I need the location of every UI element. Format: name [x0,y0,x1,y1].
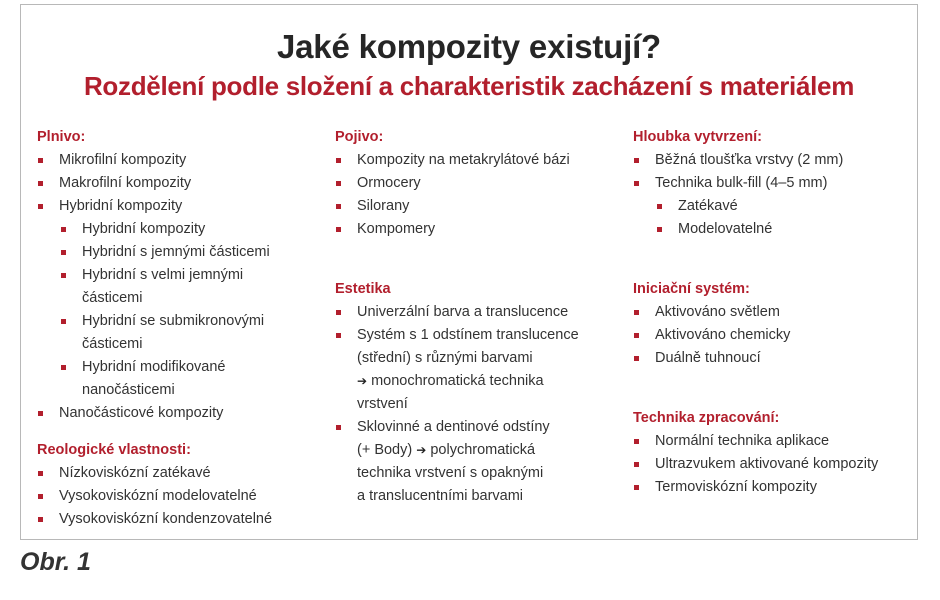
bullet-list [633,301,913,370]
list-item-text: vrstvení [357,396,408,412]
list-item [335,172,625,195]
list-item-text: Mikrofilní kompozity [59,152,187,168]
list-item-text: Univerzální barva a translucence [357,304,569,320]
square-bullet-icon [38,471,43,476]
list-item-text: Termoviskózní kompozity [655,479,817,495]
square-bullet-icon [336,310,341,315]
bullet-list [335,149,625,241]
list-item-text: Kompozity na metakrylátové bázi [357,152,570,168]
list-item-text: Nízkoviskózní zatékavé [59,465,211,481]
square-bullet-icon [38,517,43,522]
square-bullet-icon [336,181,341,186]
list-item-text: Modelovatelné [678,221,773,237]
list-item-text: monochromatická technika [371,373,544,389]
sub-list-item [37,310,327,356]
square-bullet-icon [634,462,639,467]
square-bullet-icon [634,356,639,361]
square-bullet-icon [38,411,43,416]
square-bullet-icon [61,273,66,278]
square-bullet-icon [38,204,43,209]
sub-list-item [37,356,327,402]
list-item-text: Hybridní s velmi jemnými [82,267,244,283]
section-heading: Iniciační systém: [633,281,750,297]
square-bullet-icon [634,439,639,444]
list-item-text: Duálně tuhnoucí [655,350,761,366]
section-iniciacni [633,278,913,370]
list-item-text: Zatékavé [678,198,738,214]
square-bullet-icon [634,181,639,186]
section-heading: Estetika [335,281,391,297]
list-item [37,485,327,508]
list-item-text: technika vrstvení s opaknými [357,465,544,481]
square-bullet-icon [657,204,662,209]
list-item-text: Hybridní modifikované [82,359,226,375]
list-item-text: Silorany [357,198,410,214]
section-hloubka [633,126,913,241]
column-left [37,126,327,531]
square-bullet-icon [38,158,43,163]
section-heading: Pojivo: [335,129,384,145]
list-item [37,462,327,485]
sub-list-item [37,241,327,264]
sub-list-item [37,218,327,241]
list-item [335,324,625,416]
list-item-text: Makrofilní kompozity [59,175,192,191]
list-item-text: Běžná tloušťka vrstvy (2 mm) [655,152,844,168]
list-item-text: Hybridní s jemnými částicemi [82,244,270,260]
list-item [37,195,327,218]
square-bullet-icon [336,425,341,430]
list-item [633,347,913,370]
list-item-text: polychromatická [430,442,536,458]
list-item [633,324,913,347]
section-plnivo [37,126,327,425]
list-item-text: Vysokoviskózní kondenzovatelné [59,511,273,527]
list-item [633,453,913,476]
section-estetika [335,278,625,508]
list-item [633,476,913,499]
list-item [37,508,327,531]
square-bullet-icon [634,333,639,338]
column-right [633,126,913,499]
square-bullet-icon [634,485,639,490]
list-item-text: Hybridní kompozity [59,198,183,214]
list-item-text: Aktivováno světlem [655,304,780,320]
square-bullet-icon [336,227,341,232]
list-item-text: Hybridní kompozity [82,221,206,237]
list-item-text: Technika bulk-fill (4–5 mm) [655,175,828,191]
list-item-text: Aktivováno chemicky [655,327,791,343]
list-item [37,149,327,172]
list-item [633,172,913,195]
list-item-text: Hybridní se submikronovými [82,313,265,329]
column-middle [335,126,625,508]
list-item-text: Ormocery [357,175,421,191]
list-item [633,430,913,453]
square-bullet-icon [38,494,43,499]
figure-caption: Obr. 1 [20,548,91,576]
list-item [335,149,625,172]
square-bullet-icon [61,365,66,370]
section-heading: Reologické vlastnosti: [37,442,191,458]
square-bullet-icon [336,158,341,163]
square-bullet-icon [657,227,662,232]
section-heading: Technika zpracování: [633,410,780,426]
square-bullet-icon [336,204,341,209]
list-item [37,172,327,195]
square-bullet-icon [61,250,66,255]
list-item-text: Kompomery [357,221,436,237]
list-item-text: Ultrazvukem aktivované kompozity [655,456,879,472]
square-bullet-icon [61,227,66,232]
list-item [37,402,327,425]
list-item [633,301,913,324]
bullet-list [37,462,327,531]
list-item-text: nanočásticemi [82,382,175,398]
list-item-text: Vysokoviskózní modelovatelné [59,488,257,504]
list-item-text: (střední) s různými barvami [357,350,533,366]
square-bullet-icon [634,158,639,163]
list-item-text: Sklovinné a dentinové odstíny [357,419,550,435]
arrow-right-icon: ➔ [357,374,368,388]
square-bullet-icon [336,333,341,338]
list-item-text: částicemi [82,290,143,306]
list-item-line [357,370,625,393]
list-item-text: a translucentními barvami [357,488,524,504]
sub-list-item [633,195,913,218]
list-item-text: Nanočásticové kompozity [59,405,224,421]
bullet-list [633,430,913,499]
list-item [633,149,913,172]
section-technika [633,407,913,499]
list-item [335,301,625,324]
sub-list-item [633,218,913,241]
sub-list-item [37,264,327,310]
list-item-text: (+ Body) [357,442,413,458]
list-item [335,218,625,241]
list-item [335,195,625,218]
list-item-text: částicemi [82,336,143,352]
bullet-list [633,149,913,241]
section-pojivo [335,126,625,241]
page-subtitle: Rozdělení podle složení a charakteristik zacházení s materiálem [83,71,855,101]
bullet-list [335,301,625,508]
square-bullet-icon [61,319,66,324]
square-bullet-icon [38,181,43,186]
page-title: Jaké kompozity existují? [277,28,661,65]
list-item-line [357,439,625,462]
section-reologicke [37,439,327,531]
list-item-text: Normální technika aplikace [655,433,830,449]
section-heading: Hloubka vytvrzení: [633,129,762,145]
list-item-text: Systém s 1 odstínem translucence [357,327,579,343]
arrow-right-icon: ➔ [416,443,427,457]
list-item [335,416,625,508]
square-bullet-icon [634,310,639,315]
bullet-list [37,149,327,425]
section-heading: Plnivo: [37,129,86,145]
